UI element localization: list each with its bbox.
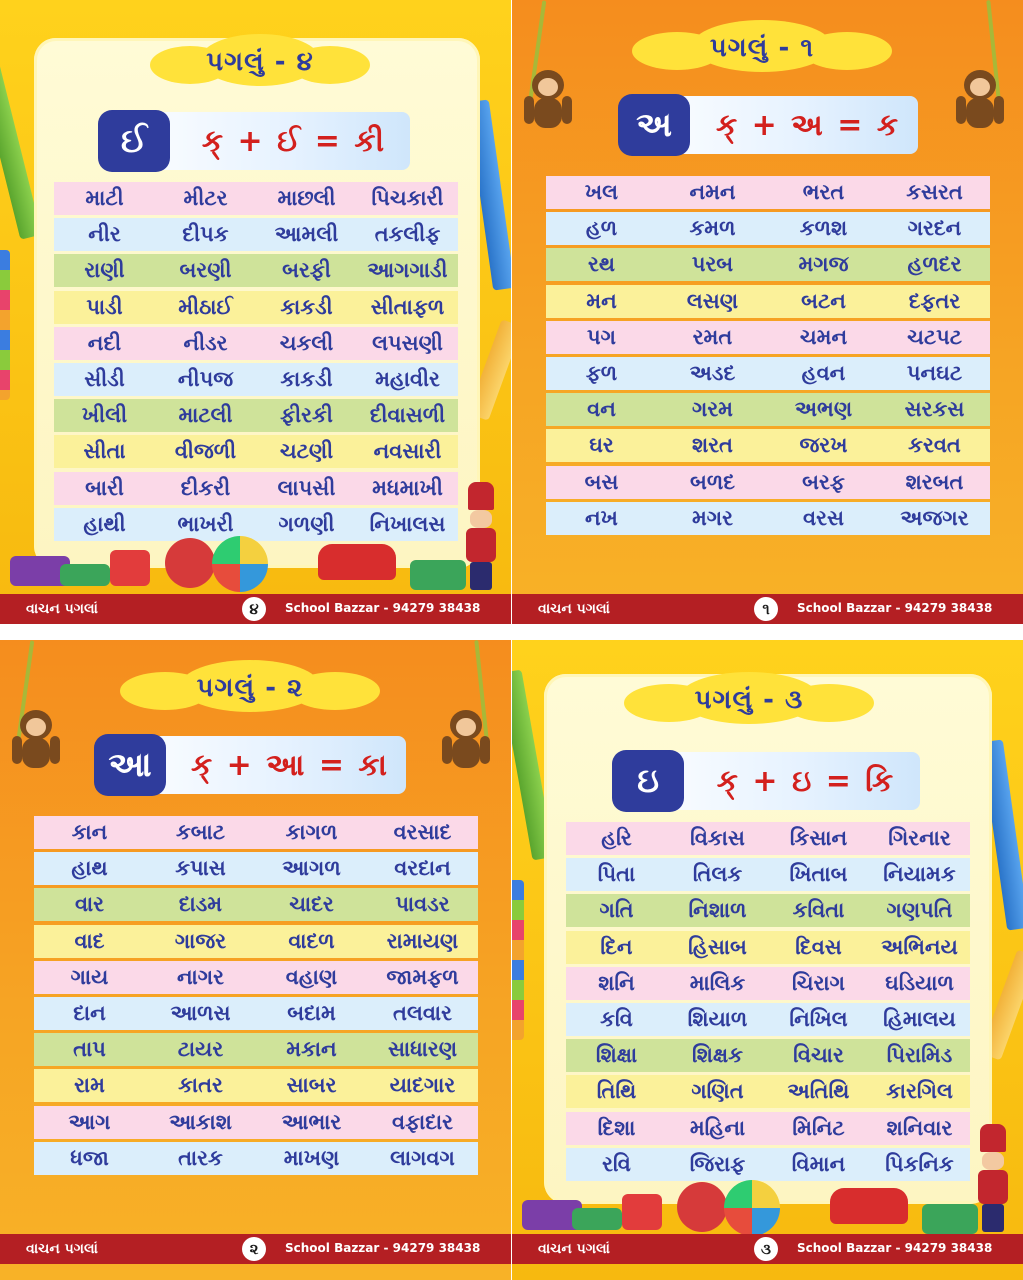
word-cell: તાપ	[73, 1037, 106, 1062]
formula-bar	[628, 96, 918, 154]
toy-soldier-decoration	[970, 1124, 1016, 1234]
word-table	[566, 822, 970, 1184]
table-row	[546, 285, 990, 318]
title-cloud	[624, 670, 874, 730]
word-cell: કવિતા	[792, 898, 845, 923]
word-cell: પનઘટ	[906, 360, 963, 385]
word-cell: વીજળી	[174, 439, 237, 464]
table-row	[546, 248, 990, 281]
word-cell: જરખ	[799, 433, 848, 458]
word-cell: દફતર	[908, 288, 961, 313]
word-cell: માટલી	[178, 403, 233, 428]
word-cell: ગળણી	[278, 511, 335, 536]
word-cell: લાગવગ	[390, 1145, 455, 1170]
word-cell: રવિ	[602, 1151, 631, 1176]
word-cell: મહાવીર	[375, 366, 440, 391]
table-row	[566, 1039, 970, 1072]
word-cell: નિખિલ	[789, 1006, 848, 1031]
word-cell: દિવસ	[795, 934, 842, 959]
toy-soldier-decoration	[458, 482, 504, 592]
title-cloud	[150, 32, 370, 92]
word-cell: ગરદન	[907, 216, 962, 241]
word-cell: કાગળ	[285, 820, 338, 844]
footer-series-label: વાચન પગલાં	[26, 601, 98, 617]
word-cell: નીર	[88, 222, 121, 247]
page-title: પગલું - ૩	[694, 684, 804, 715]
word-cell: સીતાફળ	[370, 294, 445, 319]
word-cell: જામફળ	[386, 964, 459, 989]
word-table	[34, 816, 478, 1178]
word-cell: વહાણ	[285, 964, 338, 989]
table-row	[34, 925, 478, 958]
word-cell: મીટર	[183, 186, 228, 210]
word-cell: મીઠાઈ	[178, 294, 233, 319]
word-cell: આગગાડી	[367, 258, 448, 283]
word-cell: અભિનય	[881, 934, 958, 959]
word-cell: પાડી	[86, 294, 123, 319]
word-cell: ખીલી	[81, 403, 128, 428]
table-row	[566, 967, 970, 1000]
word-cell: વરદાન	[394, 856, 451, 881]
table-row	[34, 852, 478, 885]
table-row	[54, 327, 458, 360]
word-cell: ખિતાબ	[789, 862, 848, 887]
page-title: પગલું - ૪	[206, 46, 314, 77]
word-cell: ગણિત	[691, 1079, 744, 1104]
word-cell: તકલીફ	[374, 222, 441, 247]
word-cell: રાણી	[84, 258, 125, 283]
word-cell: વિકાસ	[690, 826, 745, 850]
table-row	[566, 822, 970, 855]
word-cell: નવસારી	[373, 439, 442, 464]
word-cell: અજગર	[900, 505, 969, 530]
footer-series-label: વાચન પગલાં	[26, 1241, 98, 1257]
word-cell: વાદ	[74, 928, 105, 953]
table-row	[566, 1112, 970, 1145]
word-cell: નાગર	[177, 964, 224, 989]
pencil-decoration	[512, 880, 524, 1040]
word-cell: બરણી	[179, 258, 232, 283]
word-cell: ગણપતિ	[886, 898, 953, 923]
word-cell: ટાયર	[177, 1037, 224, 1062]
word-cell: માટી	[85, 186, 124, 210]
word-cell: કસરત	[906, 180, 963, 204]
word-cell: વિમાન	[791, 1151, 846, 1176]
word-cell: નિશાળ	[688, 898, 747, 923]
word-cell: બળદ	[690, 469, 735, 494]
word-cell: દીવાસળી	[369, 403, 446, 428]
table-row	[34, 1069, 478, 1102]
table-row	[34, 1106, 478, 1139]
word-cell: કરવત	[908, 433, 961, 458]
word-cell: તિલક	[692, 862, 743, 887]
table-row	[34, 816, 478, 849]
footer-series-label: વાચન પગલાં	[538, 601, 610, 617]
word-cell: બરફ	[802, 469, 845, 494]
table-row	[546, 429, 990, 462]
table-row	[54, 254, 458, 287]
table-row	[546, 466, 990, 499]
word-cell: ગરમ	[691, 397, 733, 422]
word-cell: ચાદર	[289, 892, 334, 917]
word-cell: હળ	[585, 216, 618, 241]
monkey-decoration	[8, 710, 64, 780]
word-cell: મગજ	[798, 252, 849, 277]
toys-decoration	[0, 530, 470, 600]
word-cell: આગ	[68, 1109, 111, 1134]
word-cell: દાન	[73, 1000, 106, 1025]
word-cell: હળદર	[907, 252, 962, 277]
word-cell: સરકસ	[904, 397, 965, 422]
word-cell: મિનિટ	[792, 1115, 845, 1140]
word-cell: ધજા	[70, 1145, 109, 1170]
word-cell: દિશા	[597, 1115, 636, 1140]
word-cell: કબાટ	[175, 820, 226, 844]
word-cell: મગર	[691, 505, 733, 530]
word-cell: લાપસી	[277, 475, 336, 500]
word-cell: શરબત	[905, 469, 964, 494]
word-cell: પિકનિક	[885, 1151, 954, 1176]
table-row	[566, 1075, 970, 1108]
word-cell: તારક	[178, 1145, 223, 1170]
word-cell: શિક્ષા	[595, 1043, 638, 1068]
word-cell: આળસ	[170, 1000, 231, 1025]
word-cell: હિસાબ	[688, 934, 747, 959]
formula-bar	[104, 736, 406, 794]
word-cell: ખલ	[584, 180, 619, 204]
word-cell: બારી	[85, 475, 124, 500]
table-row	[566, 1003, 970, 1036]
word-cell: કવિ	[600, 1006, 633, 1031]
table-row	[566, 931, 970, 964]
table-row	[566, 894, 970, 927]
footer-page-number: ૨	[242, 1237, 266, 1261]
word-cell: મન	[586, 288, 617, 313]
word-cell: વિચાર	[793, 1043, 844, 1068]
word-cell: રથ	[588, 252, 615, 277]
word-cell: હિમાલય	[883, 1006, 956, 1031]
word-cell: માલિક	[689, 970, 746, 995]
monkey-decoration	[952, 70, 1008, 140]
word-cell: વાર	[74, 892, 105, 917]
word-cell: તલવાર	[393, 1000, 452, 1025]
title-cloud	[120, 658, 380, 718]
poster-step-4	[0, 0, 511, 624]
footer-page-number: ૧	[754, 597, 778, 621]
word-cell: ચટપટ	[907, 324, 962, 349]
word-cell: લપસણી	[372, 330, 443, 355]
table-row	[34, 888, 478, 921]
title-cloud	[632, 18, 892, 78]
word-cell: સાબર	[286, 1073, 337, 1098]
footer-publisher: School Bazzar - 94279 38438	[285, 601, 481, 615]
word-cell: કારગિલ	[886, 1079, 953, 1104]
word-cell: પિતા	[597, 862, 636, 887]
word-cell: સીડી	[84, 366, 125, 391]
word-cell: કળશ	[799, 216, 848, 241]
table-row	[546, 357, 990, 390]
formula-bar	[108, 112, 410, 170]
word-cell: શરત	[692, 433, 733, 458]
word-cell: વરસાદ	[393, 820, 452, 844]
word-cell: કિસાન	[789, 826, 848, 850]
table-row	[54, 291, 458, 324]
poster-step-1	[512, 0, 1023, 624]
table-row	[54, 435, 458, 468]
word-cell: મહિના	[689, 1115, 746, 1140]
poster-step-3	[512, 640, 1023, 1280]
table-row	[546, 321, 990, 354]
formula-text: ક્ + આ = કા	[191, 747, 389, 783]
table-row	[546, 212, 990, 245]
word-table	[546, 176, 990, 538]
table-row	[34, 997, 478, 1030]
word-cell: નમન	[689, 180, 736, 204]
word-cell: તિથિ	[596, 1079, 637, 1104]
word-cell: કાકડી	[280, 366, 333, 391]
vowel-badge: આ	[94, 734, 166, 796]
table-row	[34, 1033, 478, 1066]
word-cell: શિક્ષક	[691, 1043, 743, 1068]
page-title: પગલું - ૧	[709, 32, 815, 63]
table-row	[34, 1142, 478, 1175]
footer-band	[512, 1234, 1023, 1264]
word-cell: શિયાળ	[687, 1006, 748, 1031]
word-cell: હરિ	[601, 826, 632, 850]
formula-text: ક્ + ઇ = કિ	[716, 763, 896, 799]
table-row	[54, 399, 458, 432]
table-row	[54, 472, 458, 505]
vowel-badge: ઈ	[98, 110, 170, 172]
word-cell: અભણ	[794, 397, 853, 422]
word-cell: નીડર	[183, 330, 228, 355]
word-cell: પિચકારી	[371, 186, 444, 210]
word-cell: માછલી	[277, 186, 336, 210]
word-cell: નિયામક	[883, 862, 956, 887]
word-cell: વાદળ	[288, 928, 335, 953]
word-cell: દાડમ	[178, 892, 223, 917]
table-row	[34, 961, 478, 994]
word-cell: અતિથિ	[787, 1079, 850, 1104]
word-cell: ભરત	[802, 180, 845, 204]
word-cell: દિન	[600, 934, 633, 959]
footer-page-number: ૪	[242, 597, 266, 621]
word-cell: નિખાલસ	[369, 511, 446, 536]
word-cell: સીતા	[83, 439, 126, 464]
word-cell: રામાયણ	[386, 928, 459, 953]
word-cell: ગિરનાર	[888, 826, 951, 850]
word-cell: નદી	[87, 330, 122, 355]
word-cell: નીપજ	[177, 366, 234, 391]
word-cell: ચિરાગ	[792, 970, 845, 995]
footer-band	[0, 594, 511, 624]
word-cell: ઘર	[589, 433, 614, 458]
word-cell: ચમન	[799, 324, 848, 349]
word-cell: કાન	[71, 820, 108, 844]
formula-text: ક્ + ઈ = કી	[201, 123, 387, 159]
word-cell: ચટણી	[279, 439, 334, 464]
word-cell: જિરાફ	[689, 1151, 746, 1176]
word-cell: પાવડર	[395, 892, 450, 917]
footer-publisher: School Bazzar - 94279 38438	[797, 601, 993, 615]
word-cell: પરબ	[691, 252, 734, 277]
vowel-badge: અ	[618, 94, 690, 156]
footer-band	[512, 594, 1023, 624]
table-row	[54, 182, 458, 215]
table-row	[546, 176, 990, 209]
monkey-decoration	[520, 70, 576, 140]
table-row	[566, 858, 970, 891]
word-cell: આભાર	[281, 1109, 342, 1134]
word-cell: ગાય	[70, 964, 109, 989]
word-cell: ચકલી	[279, 330, 334, 355]
word-cell: મધમાખી	[372, 475, 443, 500]
word-cell: માખણ	[283, 1145, 340, 1170]
word-cell: દીપક	[182, 222, 229, 247]
word-cell: વન	[587, 397, 616, 422]
word-cell: રમત	[692, 324, 733, 349]
page-title: પગલું - ૨	[196, 672, 304, 703]
word-cell: દીકરી	[180, 475, 231, 500]
word-cell: કપાસ	[175, 856, 226, 881]
word-cell: આમલી	[274, 222, 339, 247]
word-cell: બટન	[801, 288, 846, 313]
pencil-decoration	[0, 250, 10, 400]
formula-text: ક્ + અ = ક	[715, 107, 901, 143]
word-cell: ફળ	[585, 360, 618, 385]
word-cell: મકાન	[286, 1037, 337, 1062]
footer-band	[0, 1234, 511, 1264]
word-cell: સાધારણ	[387, 1037, 458, 1062]
word-cell: નખ	[585, 505, 618, 530]
word-cell: પિરામિડ	[886, 1043, 953, 1068]
table-row	[54, 363, 458, 396]
table-row	[546, 393, 990, 426]
word-table	[54, 182, 458, 544]
monkey-decoration	[438, 710, 494, 780]
word-cell: લસણ	[686, 288, 739, 313]
word-cell: હવન	[801, 360, 846, 385]
word-cell: બદામ	[287, 1000, 336, 1025]
word-cell: કાકડી	[280, 294, 333, 319]
footer-series-label: વાચન પગલાં	[538, 1241, 610, 1257]
word-cell: કાતર	[178, 1073, 223, 1098]
footer-publisher: School Bazzar - 94279 38438	[797, 1241, 993, 1255]
word-cell: ભાખરી	[177, 511, 234, 536]
table-row	[546, 502, 990, 535]
word-cell: રામ	[74, 1073, 105, 1098]
word-cell: હાથ	[71, 856, 108, 881]
word-cell: યાદગાર	[389, 1073, 456, 1098]
word-cell: ફીરકી	[280, 403, 333, 428]
poster-step-2	[0, 640, 511, 1280]
footer-page-number: ૩	[754, 1237, 778, 1261]
word-cell: ગતિ	[599, 898, 634, 923]
word-cell: કમળ	[689, 216, 736, 241]
word-cell: હાથી	[83, 511, 126, 536]
word-cell: ગાજર	[174, 928, 227, 953]
vowel-badge: ઇ	[612, 750, 684, 812]
footer-publisher: School Bazzar - 94279 38438	[285, 1241, 481, 1255]
divider-horizontal	[0, 624, 1023, 640]
word-cell: આગળ	[282, 856, 341, 881]
word-cell: શનિ	[598, 970, 635, 995]
word-cell: પગ	[587, 324, 616, 349]
word-cell: ઘડિયાળ	[885, 970, 954, 995]
word-cell: અડદ	[689, 360, 736, 385]
table-row	[54, 218, 458, 251]
formula-bar	[622, 752, 920, 810]
word-cell: શનિવાર	[886, 1115, 953, 1140]
word-cell: બરફી	[282, 258, 331, 283]
word-cell: આકાશ	[169, 1109, 232, 1134]
word-cell: વરસ	[803, 505, 844, 530]
word-cell: વફાદાર	[392, 1109, 453, 1134]
word-cell: બસ	[584, 469, 619, 494]
